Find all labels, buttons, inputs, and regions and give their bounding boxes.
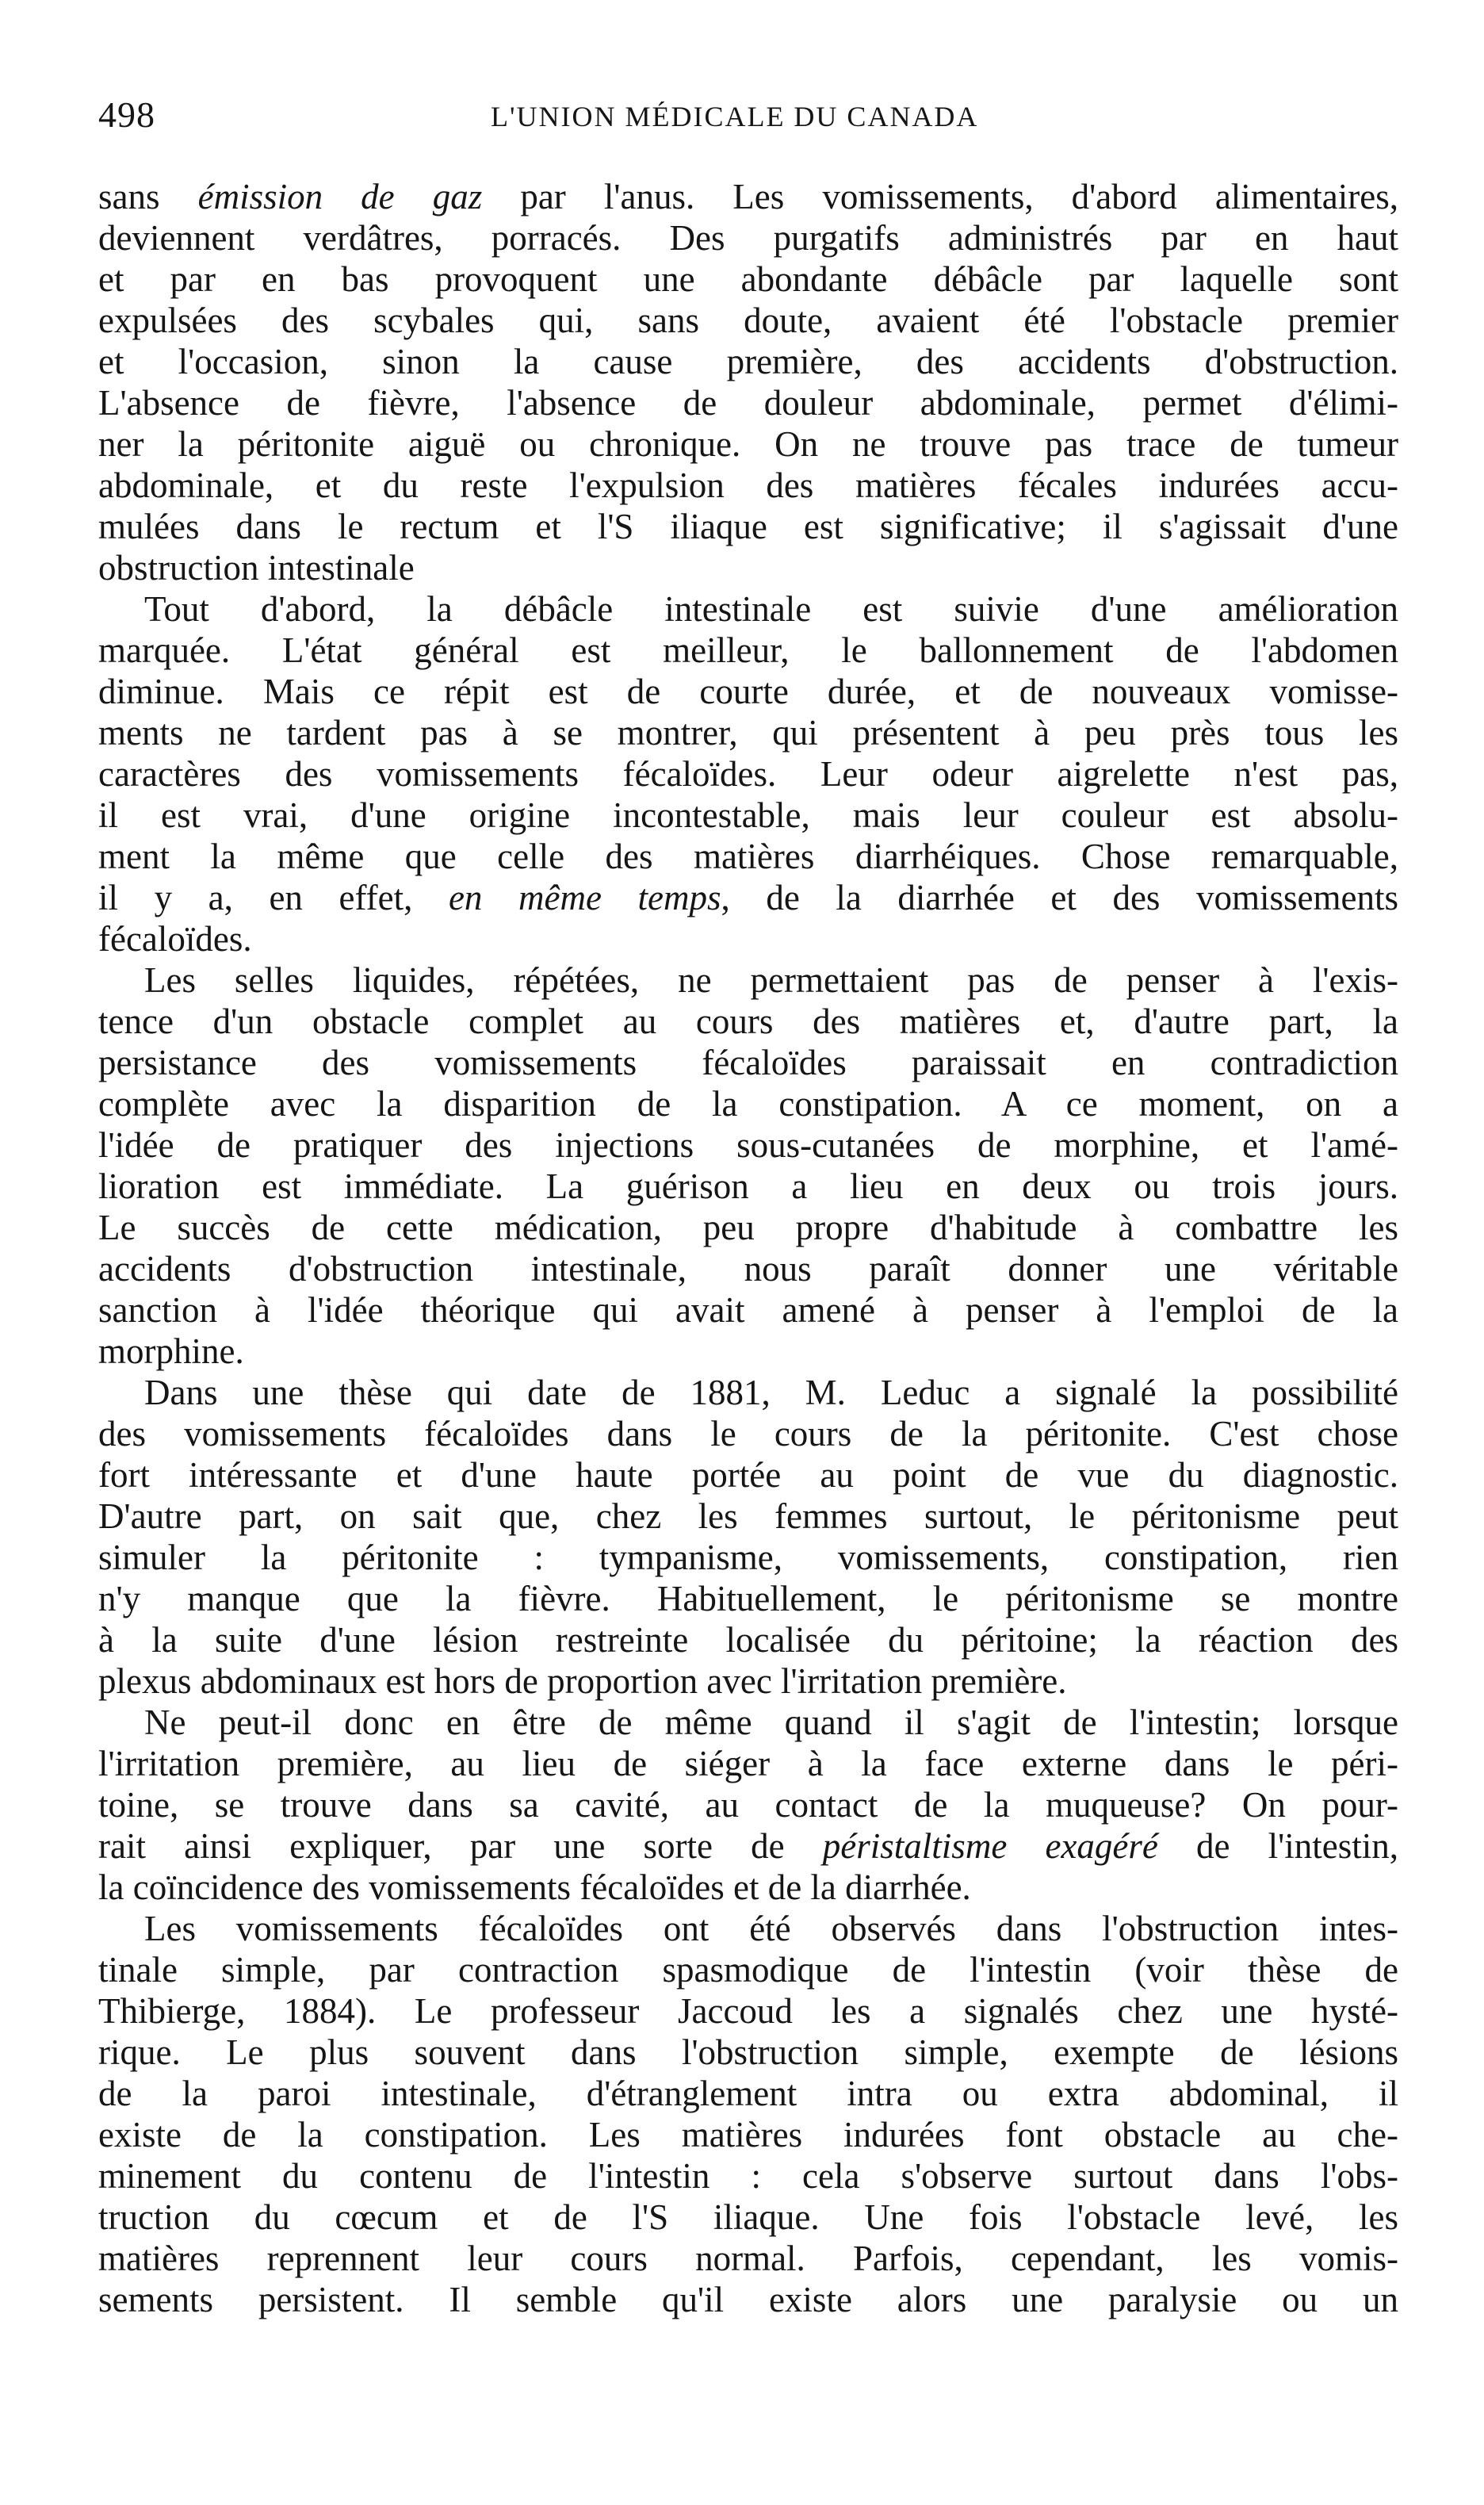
text-line: complète avec la disparition de la constipation. A ce moment, on a — [98, 1084, 1398, 1124]
text-line: Les selles liquides, répétées, ne permettaient pas de penser à l'exis- — [144, 960, 1398, 1000]
text-line: lioration est immédiate. La guérison a lieu en deux ou trois jours. — [98, 1166, 1398, 1206]
text-line: de la paroi intestinale, d'étranglement intra ou extra abdominal, il — [98, 2074, 1398, 2113]
text-line: matières reprennent leur cours normal. Parfois, cependant, les vomis- — [98, 2239, 1398, 2278]
text-line: mulées dans le rectum et l'S iliaque est significative; il s'agissait d'une — [98, 507, 1398, 546]
text-line: minement du contenu de l'intestin : cela s'observe surtout dans l'obs- — [98, 2156, 1398, 2196]
text-line: existe de la constipation. Les matières indurées font obstacle au che- — [98, 2115, 1398, 2155]
text-line: plexus abdominaux est hors de proportion avec l'irritation première. — [98, 1661, 1067, 1701]
text-line: D'autre part, on sait que, chez les femmes surtout, le péritonisme peut — [98, 1496, 1398, 1536]
text-line: n'y manque que la fièvre. Habituellement, le péritonisme se montre — [98, 1579, 1398, 1618]
text-line: obstruction intestinale — [98, 548, 415, 588]
text-line: sans émission de gaz par l'anus. Les vomissements, d'abord alimentaires, — [98, 177, 1398, 216]
text-line: ments ne tardent pas à se montrer, qui présentent à peu près tous les — [98, 713, 1398, 753]
text-line: des vomissements fécaloïdes dans le cours de la péritonite. C'est chose — [98, 1414, 1398, 1454]
text-line: sanction à l'idée théorique qui avait amené à penser à l'emploi de la — [98, 1290, 1398, 1330]
text-line: ment la même que celle des matières diarrhéiques. Chose remarquable, — [98, 837, 1398, 876]
text-line: expulsées des scybales qui, sans doute, avaient été l'obstacle premier — [98, 301, 1398, 340]
text-line: L'absence de fièvre, l'absence de douleur abdominale, permet d'élimi- — [98, 383, 1398, 423]
text-line: caractères des vomissements fécaloïdes. Leur odeur aigrelette n'est pas, — [98, 754, 1398, 794]
text-line: Tout d'abord, la débâcle intestinale est suivie d'une amélioration — [144, 589, 1398, 629]
article-body — [98, 176, 1398, 2320]
text-line: Thibierge, 1884). Le professeur Jaccoud les a signalés chez une hysté- — [98, 1991, 1398, 2031]
text-line: il y a, en effet, en même temps, de la diarrhée et des vomissements — [98, 878, 1398, 917]
text-line: tence d'un obstacle complet au cours des matières et, d'autre part, la — [98, 1002, 1398, 1041]
text-line: marquée. L'état général est meilleur, le ballonnement de l'abdomen — [98, 630, 1398, 670]
text-line: il est vrai, d'une origine incontestable, mais leur couleur est absolu- — [98, 795, 1398, 835]
text-line: rique. Le plus souvent dans l'obstruction simple, exempte de lésions — [98, 2032, 1398, 2072]
text-line: persistance des vomissements fécaloïdes paraissait en contradiction — [98, 1043, 1398, 1082]
text-line: et l'occasion, sinon la cause première, des accidents d'obstruction. — [98, 342, 1398, 381]
text-line: l'irritation première, au lieu de siéger à la face externe dans le péri- — [98, 1744, 1398, 1783]
italic-phrase: en même temps — [448, 878, 721, 917]
text-line: Les vomissements fécaloïdes ont été observés dans l'obstruction intes- — [144, 1909, 1398, 1948]
text-line: simuler la péritonite : tympanisme, vomissements, constipation, rien — [98, 1538, 1398, 1577]
text-line: ner la péritonite aiguë ou chronique. On ne trouve pas trace de tumeur — [98, 424, 1398, 464]
text-line: truction du cœcum et de l'S iliaque. Une fois l'obstacle levé, les — [98, 2197, 1398, 2237]
text-line: fécaloïdes. — [98, 919, 252, 959]
text-line: toine, se trouve dans sa cavité, au contact de la muqueuse? On pour- — [98, 1785, 1398, 1825]
text-line: à la suite d'une lésion restreinte localisée du péritoine; la réaction des — [98, 1620, 1398, 1660]
text-line: Dans une thèse qui date de 1881, M. Leduc a signalé la possibilité — [144, 1373, 1398, 1412]
running-head — [98, 94, 1058, 141]
text-line: Le succès de cette médication, peu propre d'habitude à combattre les — [98, 1208, 1398, 1247]
text-line: deviennent verdâtres, porracés. Des purgatifs administrés par en haut — [98, 218, 1398, 258]
text-line: et par en bas provoquent une abondante débâcle par laquelle sont — [98, 259, 1398, 299]
italic-phrase: émission de gaz — [197, 177, 483, 216]
text-line: Ne peut-il donc en être de même quand il s'agit de l'intestin; lorsque — [144, 1703, 1398, 1742]
text-line: rait ainsi expliquer, par une sorte de péristaltisme exagéré de l'intestin, — [98, 1826, 1398, 1866]
page-number: 498 — [98, 94, 155, 135]
text-line: la coïncidence des vomissements fécaloïdes et de la diarrhée. — [98, 1867, 971, 1907]
italic-phrase: péristaltisme exagéré — [822, 1826, 1158, 1866]
text-line: tinale simple, par contraction spasmodique de l'intestin (voir thèse de — [98, 1950, 1398, 1990]
text-line: diminue. Mais ce répit est de courte durée, et de nouveaux vomisse- — [98, 672, 1398, 711]
text-line: morphine. — [98, 1331, 244, 1371]
text-line: sements persistent. Il semble qu'il existe alors une paralysie ou un — [98, 2280, 1398, 2319]
text-line: fort intéressante et d'une haute portée au point de vue du diagnostic. — [98, 1455, 1398, 1495]
text-line: l'idée de pratiquer des injections sous-cutanées de morphine, et l'amé- — [98, 1125, 1398, 1165]
text-line: accidents d'obstruction intestinale, nous paraît donner une véritable — [98, 1249, 1398, 1289]
journal-title: L'UNION MÉDICALE DU CANADA — [491, 101, 979, 132]
text-line: abdominale, et du reste l'expulsion des matières fécales indurées accu- — [98, 465, 1398, 505]
